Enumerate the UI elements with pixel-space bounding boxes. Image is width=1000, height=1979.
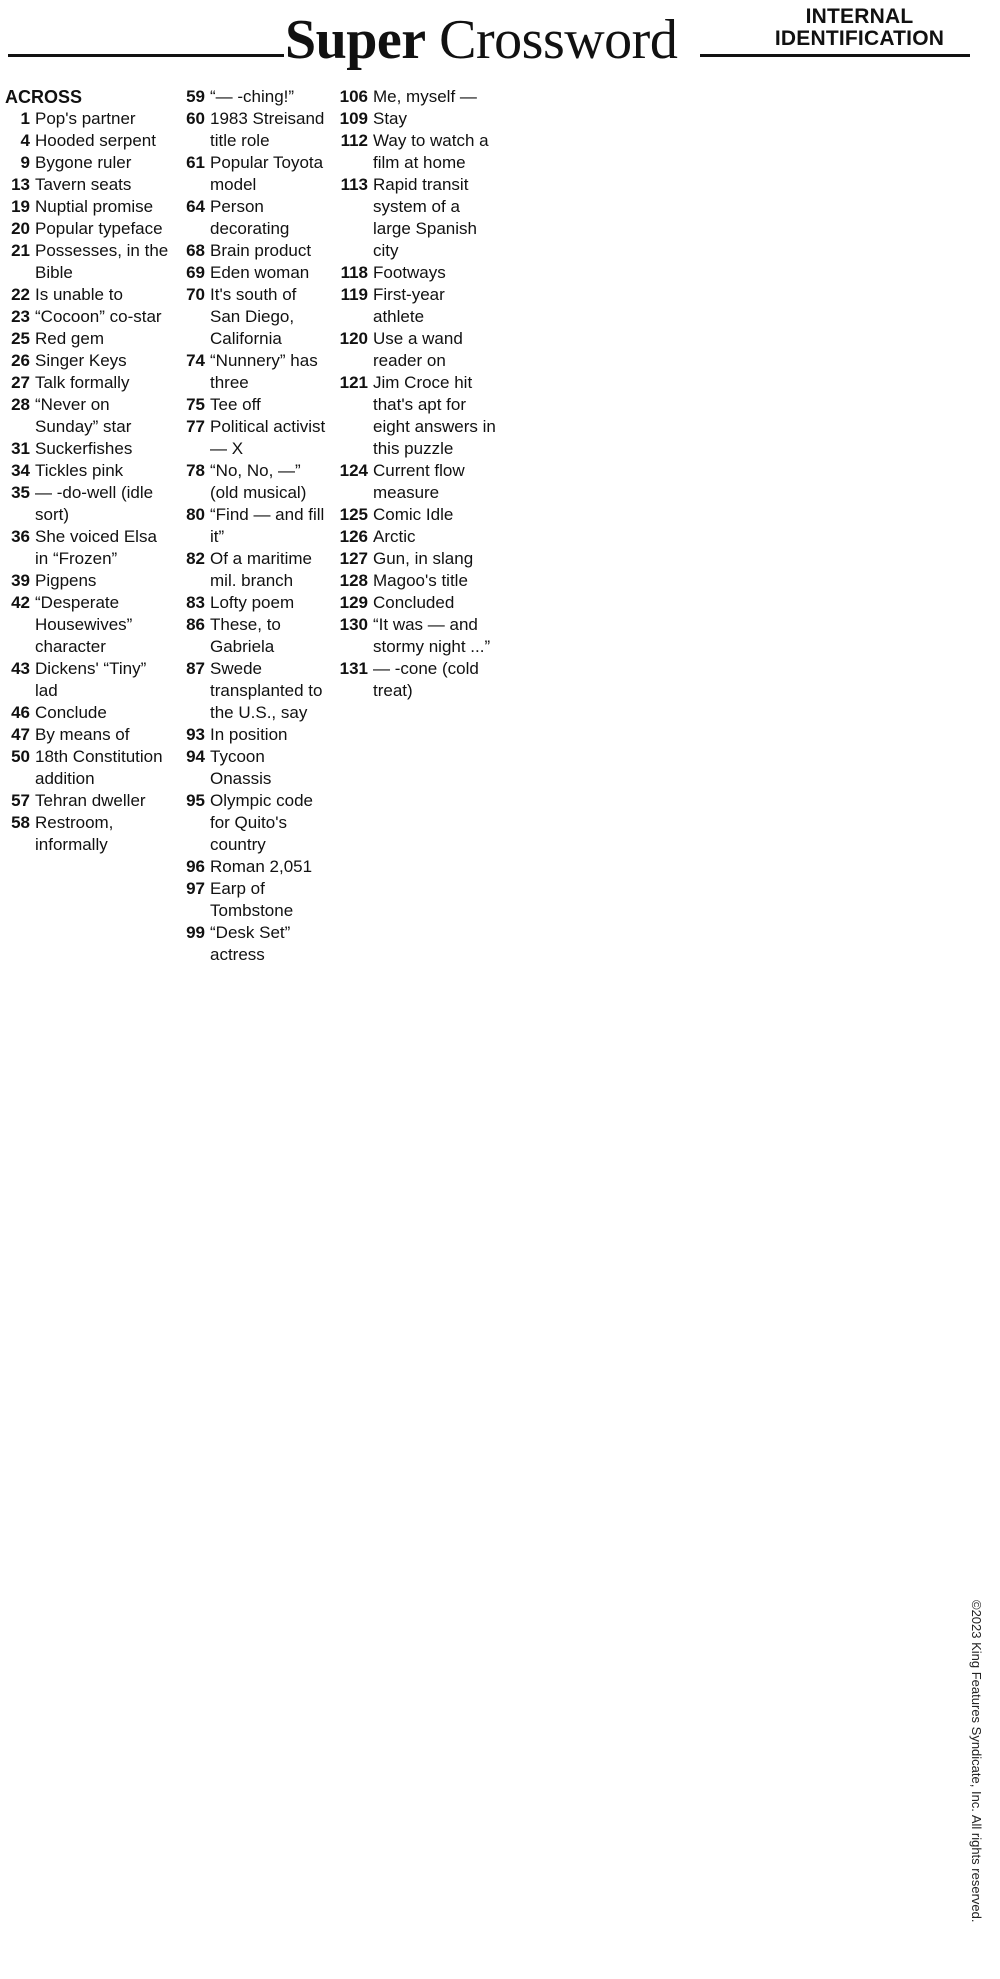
clue-text: Is unable to [35, 285, 123, 304]
across-clue-42[interactable] [2, 592, 172, 658]
clue-number: 70 [186, 285, 205, 304]
across-clue-1[interactable] [2, 108, 172, 130]
clue-number: 94 [186, 747, 205, 766]
across-heading: ACROSS [5, 87, 83, 107]
across-clue-4[interactable] [2, 130, 172, 152]
clue-text: Tehran dweller [35, 791, 146, 810]
puzzle-theme-tag [752, 6, 967, 50]
clue-text: In position [210, 725, 288, 744]
across-clue-23[interactable] [2, 306, 172, 328]
title-light: Crossword [439, 9, 678, 71]
clue-text: “No, No, —” (old musical) [210, 461, 307, 502]
across-clue-27[interactable] [2, 372, 172, 394]
clue-column-3 [330, 86, 500, 702]
clue-number: 95 [186, 791, 205, 810]
clue-text: By means of [35, 725, 130, 744]
clue-number: 128 [339, 571, 368, 590]
across-clue-47[interactable] [2, 724, 172, 746]
across-clue-13[interactable] [2, 174, 172, 196]
clue-number: 61 [186, 153, 205, 172]
across-clue-58[interactable] [2, 812, 172, 856]
clue-text: Of a maritime mil. branch [210, 549, 313, 590]
clue-number: 1 [20, 109, 30, 128]
clue-text: Brain product [210, 241, 312, 260]
clue-text: Concluded [373, 593, 455, 612]
across-clue-50[interactable] [2, 746, 172, 790]
across-clue-68[interactable] [172, 240, 328, 262]
across-clue-82[interactable] [172, 548, 328, 592]
clue-number: 34 [11, 461, 30, 480]
clue-number: 99 [186, 923, 205, 942]
clue-text: Eden woman [210, 263, 310, 282]
across-clue-31[interactable] [2, 438, 172, 460]
across-clue-129[interactable] [330, 592, 500, 614]
clue-text: 18th Constitution addition [35, 747, 163, 788]
across-clue-80[interactable] [172, 504, 328, 548]
crossword-grid[interactable] [6, 1028, 967, 1973]
clue-number: 58 [11, 813, 30, 832]
clue-number: 112 [340, 131, 368, 150]
clue-text: Arctic [373, 527, 416, 546]
clue-text: “Desk Set” actress [210, 923, 291, 964]
across-clue-121[interactable] [330, 372, 500, 460]
across-clue-36[interactable] [2, 526, 172, 570]
across-clue-57[interactable] [2, 790, 172, 812]
across-clue-120[interactable] [330, 328, 500, 372]
across-clue-93[interactable] [172, 724, 328, 746]
across-clue-28[interactable] [2, 394, 172, 438]
across-clue-112[interactable] [330, 130, 500, 174]
across-clue-69[interactable] [172, 262, 328, 284]
clue-text: Tycoon Onassis [210, 747, 272, 788]
clue-column-2 [172, 86, 328, 966]
across-clue-97[interactable] [172, 878, 328, 922]
across-clue-126[interactable] [330, 526, 500, 548]
clue-text: Popular typeface [35, 219, 163, 238]
clue-number: 120 [339, 329, 368, 348]
clue-number: 83 [186, 593, 205, 612]
clue-number: 21 [11, 241, 30, 260]
clue-text: Tavern seats [35, 175, 132, 194]
clue-number: 93 [186, 725, 205, 744]
clues-area [0, 86, 1000, 1021]
across-clue-9[interactable] [2, 152, 172, 174]
clue-text: “Desperate Housewives” character [35, 593, 133, 656]
across-clue-78[interactable] [172, 460, 328, 504]
clue-text: Roman 2,051 [210, 857, 313, 876]
clue-text: Jim Croce hit that's apt for eight answers in this puzzle [373, 373, 496, 458]
clue-text: Olympic code for Quito's country [210, 791, 313, 854]
clue-number: 109 [339, 109, 368, 128]
clue-text: Stay [373, 109, 408, 128]
clue-text: “Nunnery” has three [210, 351, 318, 392]
clue-text: Comic Idle [373, 505, 454, 524]
across-clue-35[interactable] [2, 482, 172, 526]
clue-text: Talk formally [35, 373, 130, 392]
across-clue-39[interactable] [2, 570, 172, 592]
clue-number: 77 [186, 417, 205, 436]
clue-text: Singer Keys [35, 351, 127, 370]
across-clue-128[interactable] [330, 570, 500, 592]
clue-text: These, to Gabriela [210, 615, 281, 656]
copyright-notice: ©2023 King Features Syndicate, Inc. All rights reserved. [969, 1600, 984, 1923]
across-clue-83[interactable] [172, 592, 328, 614]
across-clue-64[interactable] [172, 196, 328, 240]
clue-number: 13 [11, 175, 30, 194]
clue-number: 25 [11, 329, 30, 348]
clue-text: Lofty poem [210, 593, 295, 612]
clue-number: 9 [20, 153, 30, 172]
clue-number: 113 [340, 175, 368, 194]
clue-number: 59 [186, 87, 205, 106]
across-clue-131[interactable] [330, 658, 500, 702]
clue-number: 97 [186, 879, 205, 898]
across-clue-60[interactable] [172, 108, 328, 152]
clue-text: Political activist — X [210, 417, 326, 458]
clue-number: 75 [186, 395, 205, 414]
across-clue-94[interactable] [172, 746, 328, 790]
across-clue-113[interactable] [330, 174, 500, 262]
clue-text: Rapid transit system of a large Spanish city [373, 175, 477, 260]
clue-number: 27 [11, 373, 30, 392]
across-clue-61[interactable] [172, 152, 328, 196]
clue-number: 22 [11, 285, 30, 304]
across-clue-95[interactable] [172, 790, 328, 856]
across-clue-21[interactable] [2, 240, 172, 284]
clue-number: 124 [339, 461, 368, 480]
right-rule [700, 54, 970, 57]
clue-text: Suckerfishes [35, 439, 133, 458]
clue-text: Dickens' “Tiny” lad [35, 659, 147, 700]
clue-text: Restroom, informally [35, 813, 114, 854]
across-clue-125[interactable] [330, 504, 500, 526]
clue-number: 19 [11, 197, 30, 216]
clue-column-1 [2, 86, 172, 856]
clue-number: 87 [186, 659, 205, 678]
clue-number: 60 [186, 109, 205, 128]
across-clue-19[interactable] [2, 196, 172, 218]
clue-text: Way to watch a film at home [373, 131, 489, 172]
across-clue-46[interactable] [2, 702, 172, 724]
clue-text: Me, myself — [373, 87, 477, 106]
across-clue-124[interactable] [330, 460, 500, 504]
clue-text: Swede transplanted to the U.S., say [210, 659, 323, 722]
page-title [285, 8, 677, 72]
clue-text: Tee off [210, 395, 261, 414]
clue-text: Pigpens [35, 571, 97, 590]
clue-number: 121 [339, 373, 368, 392]
clue-text: — -cone (cold treat) [373, 659, 479, 700]
clue-number: 96 [186, 857, 205, 876]
across-clue-25[interactable] [2, 328, 172, 350]
clue-text: First-year athlete [373, 285, 445, 326]
clue-text: Red gem [35, 329, 104, 348]
clue-text: Magoo's title [373, 571, 468, 590]
clue-number: 42 [11, 593, 30, 612]
clue-text: Tickles pink [35, 461, 124, 480]
clue-text: “Never on Sunday” star [35, 395, 132, 436]
clue-number: 131 [339, 659, 368, 678]
clue-number: 80 [186, 505, 205, 524]
left-rule [8, 54, 284, 57]
across-clue-22[interactable] [2, 284, 172, 306]
clue-text: — -do-well (idle sort) [35, 483, 154, 524]
clue-text: Person decorating [210, 197, 290, 238]
clue-number: 23 [11, 307, 30, 326]
across-clue-96[interactable] [172, 856, 328, 878]
clue-number: 46 [11, 703, 30, 722]
across-clue-106[interactable] [330, 86, 500, 108]
clue-number: 35 [11, 483, 30, 502]
across-clue-118[interactable] [330, 262, 500, 284]
clue-number: 126 [339, 527, 368, 546]
clue-number: 127 [339, 549, 368, 568]
tag-line-2: IDENTIFICATION [774, 27, 945, 50]
clue-text: It's south of San Diego, California [210, 285, 297, 348]
clue-number: 118 [340, 263, 368, 282]
clue-number: 130 [339, 615, 368, 634]
clue-text: Hooded serpent [35, 131, 156, 150]
clue-number: 119 [340, 285, 368, 304]
across-clue-109[interactable] [330, 108, 500, 130]
clue-text: She voiced Elsa in “Frozen” [35, 527, 157, 568]
clue-number: 125 [339, 505, 368, 524]
clue-text: “It was — and stormy night ...” [373, 615, 491, 656]
clue-text: Footways [373, 263, 446, 282]
title-bold: Super [285, 9, 426, 71]
clue-number: 4 [20, 131, 30, 150]
across-clue-74[interactable] [172, 350, 328, 394]
across-clue-87[interactable] [172, 658, 328, 724]
across-clue-20[interactable] [2, 218, 172, 240]
clue-number: 69 [186, 263, 205, 282]
clue-text: “Find — and fill it” [210, 505, 325, 546]
across-clue-77[interactable] [172, 416, 328, 460]
clue-number: 39 [11, 571, 30, 590]
across-clue-26[interactable] [2, 350, 172, 372]
clue-text: Bygone ruler [35, 153, 132, 172]
clue-number: 106 [339, 87, 368, 106]
clue-number: 50 [11, 747, 30, 766]
clue-text: “— -ching!” [210, 87, 295, 106]
across-clue-119[interactable] [330, 284, 500, 328]
across-clue-34[interactable] [2, 460, 172, 482]
clue-text: Possesses, in the Bible [35, 241, 169, 282]
clue-number: 43 [11, 659, 30, 678]
clue-number: 47 [11, 725, 30, 744]
clue-text: Popular Toyota model [210, 153, 324, 194]
clue-text: Nuptial promise [35, 197, 154, 216]
clue-number: 57 [11, 791, 30, 810]
page-header [0, 0, 1000, 85]
across-clue-43[interactable] [2, 658, 172, 702]
clue-text: Gun, in slang [373, 549, 474, 568]
clue-text: Pop's partner [35, 109, 136, 128]
clue-number: 68 [186, 241, 205, 260]
clue-number: 86 [186, 615, 205, 634]
across-clue-59[interactable] [172, 86, 328, 108]
clue-text: “Cocoon” co-star [35, 307, 162, 326]
clue-number: 28 [11, 395, 30, 414]
clue-text: Earp of Tombstone [210, 879, 294, 920]
across-clue-75[interactable] [172, 394, 328, 416]
across-clue-70[interactable] [172, 284, 328, 350]
clue-text: Conclude [35, 703, 107, 722]
across-clue-99[interactable] [172, 922, 328, 966]
clue-number: 26 [11, 351, 30, 370]
clue-text: Use a wand reader on [373, 329, 463, 370]
clue-number: 64 [186, 197, 205, 216]
clue-number: 74 [186, 351, 205, 370]
clue-text: 1983 Streisand title role [210, 109, 325, 150]
clue-text: Current flow measure [373, 461, 465, 502]
across-clue-127[interactable] [330, 548, 500, 570]
across-clue-86[interactable] [172, 614, 328, 658]
clue-number: 31 [11, 439, 30, 458]
clue-number: 129 [339, 593, 368, 612]
clue-number: 20 [11, 219, 30, 238]
clue-number: 82 [186, 549, 205, 568]
clue-number: 36 [11, 527, 30, 546]
clue-number: 78 [186, 461, 205, 480]
across-clue-130[interactable] [330, 614, 500, 658]
tag-line-1: INTERNAL [805, 5, 914, 28]
